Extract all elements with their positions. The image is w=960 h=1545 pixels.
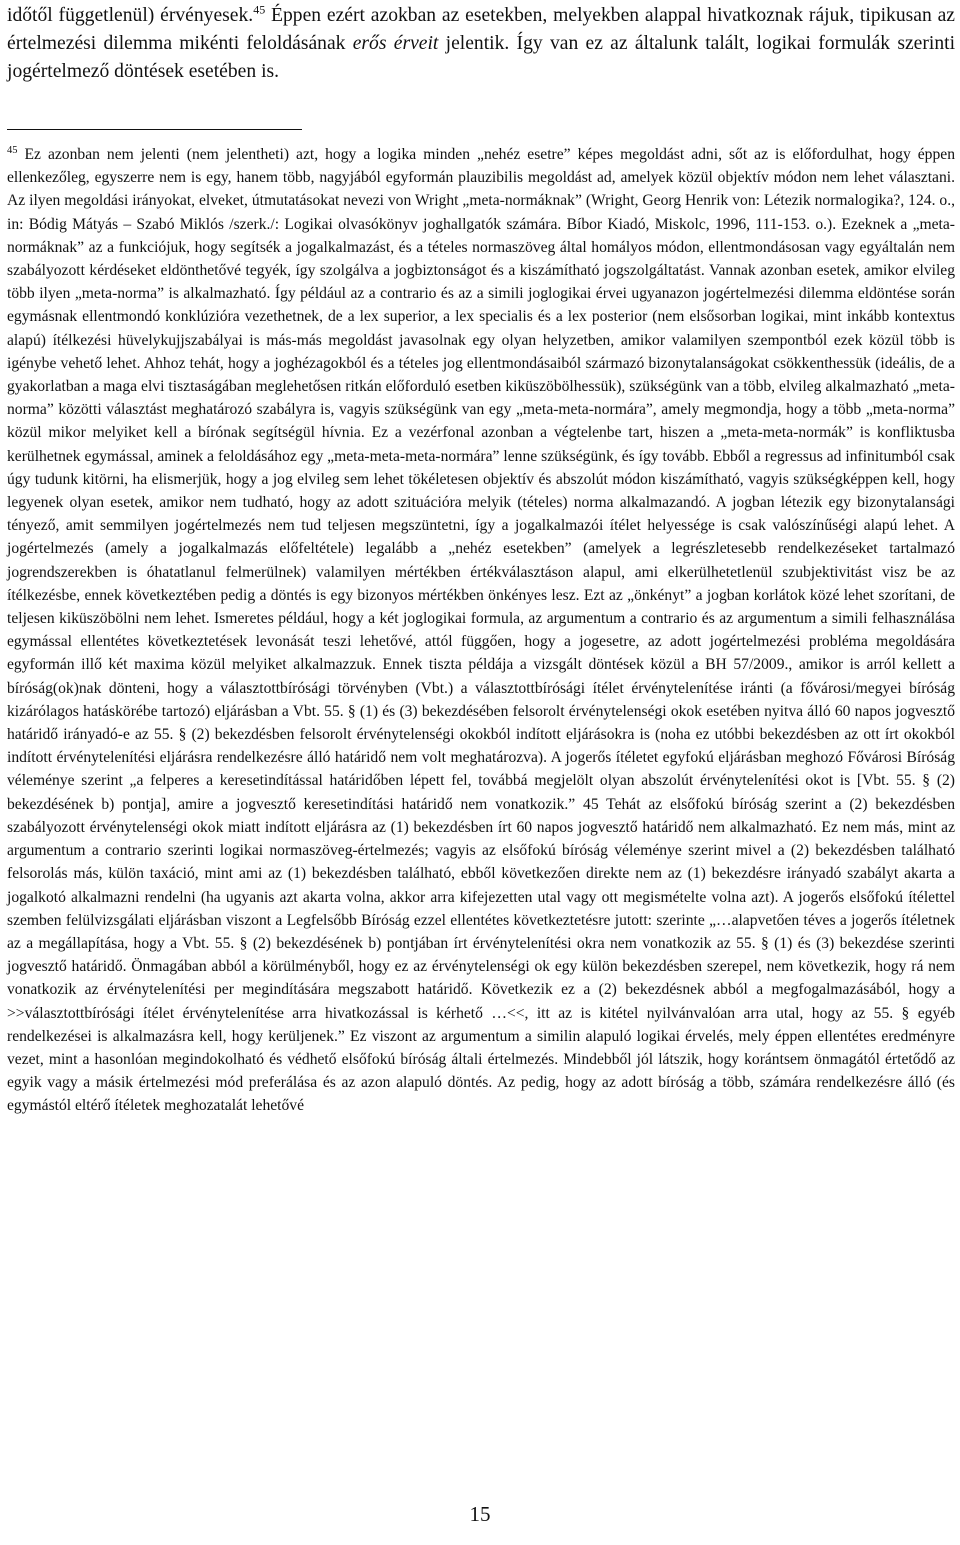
- footnote-reference[interactable]: 45: [253, 2, 266, 17]
- main-text-part2: Éppen ezért azokban az esetekben, melyekben alappal hivatkoznak rájuk, tipikusan az értelmezési dilemma mikénti feloldásának: [7, 5, 955, 54]
- footnote: [7, 143, 955, 1118]
- footnote-text: Ez azonban nem jelenti (nem jelentheti) azt, hogy a logika minden „nehéz esetre” képes megoldást adni, sőt az is előfordulhat, hogy éppen ellenkezőleg, egyszerre nem is egy, hanem több, nagyjából egyformán plauzibilis megoldást ad, amelyek közül objektív módon nem lehet választani. Az ilyen megoldási irányokat, elveket, útmutatásokat nevezi von Wright „meta-normáknak” (Wright, Georg Henrik von: Létezik normalogika?, 124. o., in: Bódig Mátyás – Szabó Miklós /szerk./: Logikai olvasókönyv joghallgatók számára. Bíbor Kiadó, Miskolc, 1996, 111-153. o.). Ezeknek a „meta-normáknak” az a funkciójuk, hogy segítsék a jogalkalmazást, és a tételes normaszöveg által homályos módon, ellentmondásosan vagy egyáltalán nem szabályozott kérdéseket eldönthetővé tegyék, így szolgálva a jogbiztonságot és a kiszámítható jogszolgáltatást. Vannak azonban esetek, amikor elvileg több ilyen „meta-norma” is alkalmazható. Így például az a contrario és az a simili joglogikai érvei ugyanazon jogértelmezési dilemma eldöntése során egymásnak ellentmondó konklúzióra vezethetnek, de a lex superior, a lex specialis és a lex posterior (nem elsősorban logikai, mint inkább kontextus alapú) ítélkezési hüvelykujjszabályai is más-más megoldást javasolnak egy olyan helyzetben, amikor valamilyen szempontból ezek közül több is igénybe vehető lehet. Ahhoz tehát, hogy a joghézagokból és a tételes jog ellentmondásaiból származó bizonytalanságokat csökkenthessük (ideális, de a gyakorlatban a maga elvi tisztaságában meglehetősen ritkán előforduló esetben kiküszöbölhessük), szükségünk van a több, elvileg alkalmazható „meta-norma” közötti választást meghatározó szabályra is, vagyis szükségünk van egy „meta-meta-normára”, amely megmondja, hogy a több „meta-norma” közül mikor melyiket kell a bírónak segítségül hívnia. Ez a vezérfonal azonban a végtelenbe tart, hiszen a „meta-meta-normák” is konfliktusba kerülhetnek egymással, aminek a feloldásához egy „meta-meta-meta-normára” lenne szükségünk, és így tovább. Ebből a regressus ad infinitumból csak úgy tudunk kitörni, ha elismerjük, hogy a jog elvileg sem lehet tökéletesen objektív és abszolút módon kiszámítható, vagyis szükségképpen kell, hogy legyenek olyan esetek, amikor nem tudható, hogy az adott szituációra melyik (tételes) norma alkalmazandó. A jogban létezik egy bizonytalansági tényező, amit semmilyen jogértelmezés nem tud teljesen megszüntetni, így a jogalkalmazói ítélet helyessége is csak valószínűségi alapú lehet. A jogértelmezés (amely a jogalkalmazás előfeltétele) legalább a „nehéz esetekben” (amelyek a legrészletesebb rendelkezéseket tartalmazó jogrendszerekben is óhatatlanul felmerülnek) valamilyen mértékben értékválasztáson alapul, ami elkerülhetetlenül szubjektivitást visz be az ítélkezésbe, ennek következtében pedig a döntés is egy bizonyos mértékben önkényes lesz. Ezt az „önkényt” a jogban korlátok közé lehet szorítani, de teljesen kiküszöbölni nem lehet. Ismeretes például, hogy a két joglogikai formula, az argumentum a contrario és az argumentum a simili felhasználása egymással ellentétes következtetések levonását teszi lehetővé, attól függően, hogy a jogesetre, az adott jogértelmezési probléma megoldására egyformán illő két maxima közül melyiket alkalmazzuk. Ennek tiszta példája a vizsgált döntések közül a BH 57/2009., amikor is arról kellett a bíróság(ok)nak dönteni, hogy a választottbírósági törvényben (Vbt.) a választottbírósági ítélet érvénytelenítése iránti (a fővárosi/megyei bíróság kizárólagos hatáskörébe tartozó) eljárásban a Vbt. 55. § (1) és (3) bekezdésében felsorolt érvénytelenségi okok esetében nyitva álló 60 napos jogvesztő határidő irányadó-e az 55. § (2) bekezdésben felsorolt érvénytelenségi okokból indított eljárásokra is (noha ez utóbbi bekezdésben az ott írt okokból indított érvénytelenítési eljárásra rendelkezésre álló határidő nem volt meghatározva). A jogerős ítéletet egyfokú eljárásban meghozó Fővárosi Bíróság véleménye szerint „a felperes a keresetindítással határidőben lépett fel, továbbá megjelölt olyan abszolút érvénytelenítési okot is [Vbt. 55. § (2) bekezdésének b) pontja], amire a jogvesztő keresetindítási határidő nem vonatkozik.” 45 Tehát az elsőfokú bíróság szerint a (2) bekezdésben szabályozott érvénytelenségi okok miatt indított eljárásra az (1) bekezdésben írt 60 napos jogvesztő határidő nem alkalmazható. Ez nem más, mint az argumentum a contrario szerinti logikai normaszöveg-értelmezés; vagyis az elsőfokú bíróság véleménye szerint mivel a (2) bekezdésben található felsorolás más, külön taxáció, mint ami az (1) bekezdésben található, ebből következően direkte nem az (1) bekezdésre irányadó szabályt akarta a jogalkotó alkalmazni rendelni (ha ugyanis azt akarta volna, akkor arra kifejezetten utal vagy ott megismételte volna azt). A jogerős elsőfokú ítélettel szemben felülvizsgálati eljárásban viszont a Legfelsőbb Bíróság ezzel ellentétes következtetésre jutott: szerinte „…alapvetően téves a jogerős ítéletnek az a megállapítása, hogy a Vbt. 55. § (2) bekezdésének b) pontjában írt érvénytelenítési okra nem vonatkozik az 55. § (1) és (3) bekezdése szerinti jogvesztő határidő. Önmagában abból a körülményből, hogy ez az érvénytelenségi ok egy külön bekezdésben szerepel, nem következik, hogy rá nem vonatkozik az érvénytelenítési per megindítására megszabott határidő. Következik ez a (2) bekezdésnek abból a megfogalmazásából, hogy a >>választottbírósági ítélet érvénytelenítése arra hivatkozással is kérhető …<<, itt az is kitétel nyilvánvalóan arra utal, hogy az 55. § egyéb rendelkezései is alkalmazásra kell, hogy kerüljenek.” Ez viszont az argumentum a similin alapuló logikai érvelés, mely éppen ellentétes eredményre vezet, mint a hasonlóan megindokolható és védhető elsőfokú bíróság általi értelmezés. Mindebből jól látszik, hogy korántsem önmagától értetődő az egyik vagy a másik értelmezési mód preferálása és az azon alapuló döntés. Az pedig, hogy az adott bíróság a több, számára rendelkezésre álló (és egymástól eltérő ítéletek meghozatalát lehetővé: [7, 146, 955, 1115]
- main-text-part3: jelentik. Így van ez az általunk talált, logikai formulák szerinti jogértelmező döntések esetében is.: [7, 33, 956, 82]
- main-body-text: [7, 2, 955, 86]
- main-text-part1: időtől függetlenül) érvényesek.: [7, 5, 254, 26]
- footnote-marker: 45: [7, 144, 18, 156]
- emphasized-phrase: erős érveit: [352, 33, 439, 54]
- footnote-separator: [7, 129, 302, 130]
- page-number: 15: [469, 1502, 491, 1526]
